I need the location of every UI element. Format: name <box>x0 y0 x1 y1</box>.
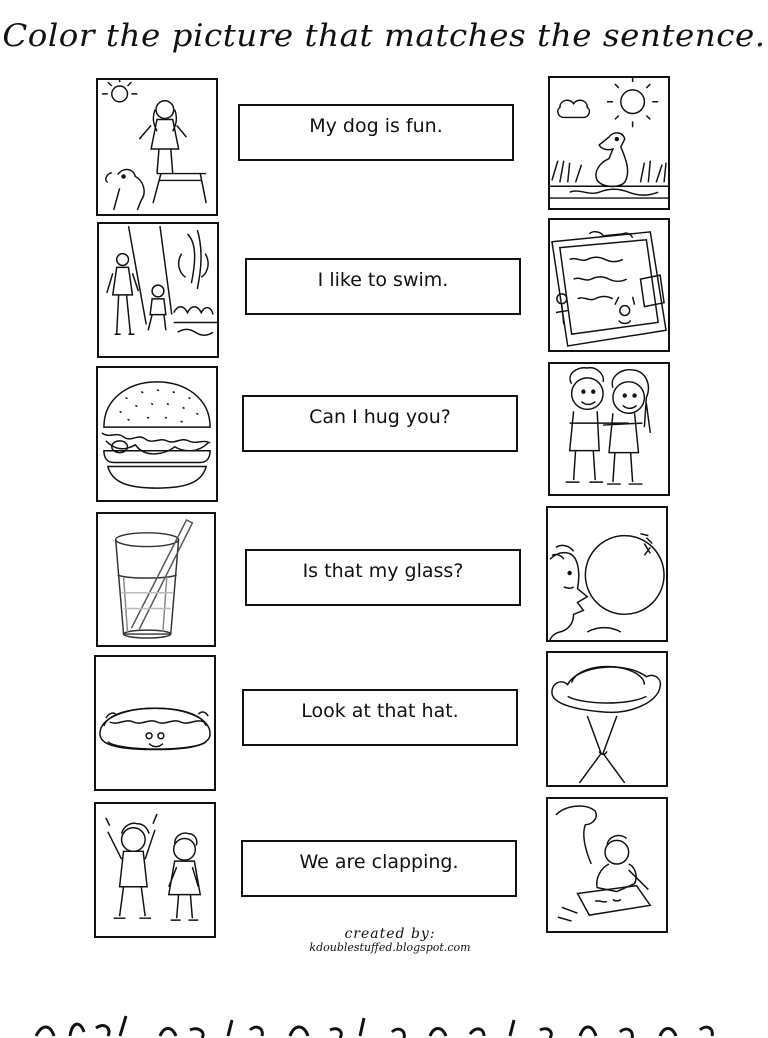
sentence-box: I like to swim. <box>245 258 521 315</box>
hot-dog-icon[interactable] <box>94 655 216 791</box>
swing-set-icon[interactable] <box>97 222 219 358</box>
bubble-gum-icon[interactable] <box>546 506 668 642</box>
girl-and-dog-icon[interactable] <box>96 78 218 216</box>
sentence-box: We are clapping. <box>241 840 517 897</box>
sentence-box: Look at that hat. <box>242 689 518 746</box>
hamburger-icon[interactable] <box>96 366 218 502</box>
cowboy-hat-icon[interactable] <box>546 651 668 787</box>
credit-line-2: kdoublestuffed.blogspot.com <box>309 941 471 954</box>
glass-with-straw-icon[interactable] <box>96 512 216 647</box>
kids-clapping-icon[interactable] <box>94 802 216 938</box>
credit-line-1: created by: <box>344 926 436 942</box>
sentence-box: Can I hug you? <box>242 395 518 452</box>
worksheet-title: Color the picture that matches the sentence. <box>2 18 766 54</box>
sentence-box: Is that my glass? <box>245 549 521 606</box>
duck-in-sun-icon[interactable] <box>548 76 670 210</box>
swimming-pool-icon[interactable] <box>548 218 670 352</box>
cut-off-title-fragment <box>0 1008 768 1038</box>
two-kids-hugging-icon[interactable] <box>548 362 670 496</box>
child-drawing-icon[interactable] <box>546 797 668 933</box>
sentence-box: My dog is fun. <box>238 104 514 161</box>
credit-text <box>260 928 520 954</box>
